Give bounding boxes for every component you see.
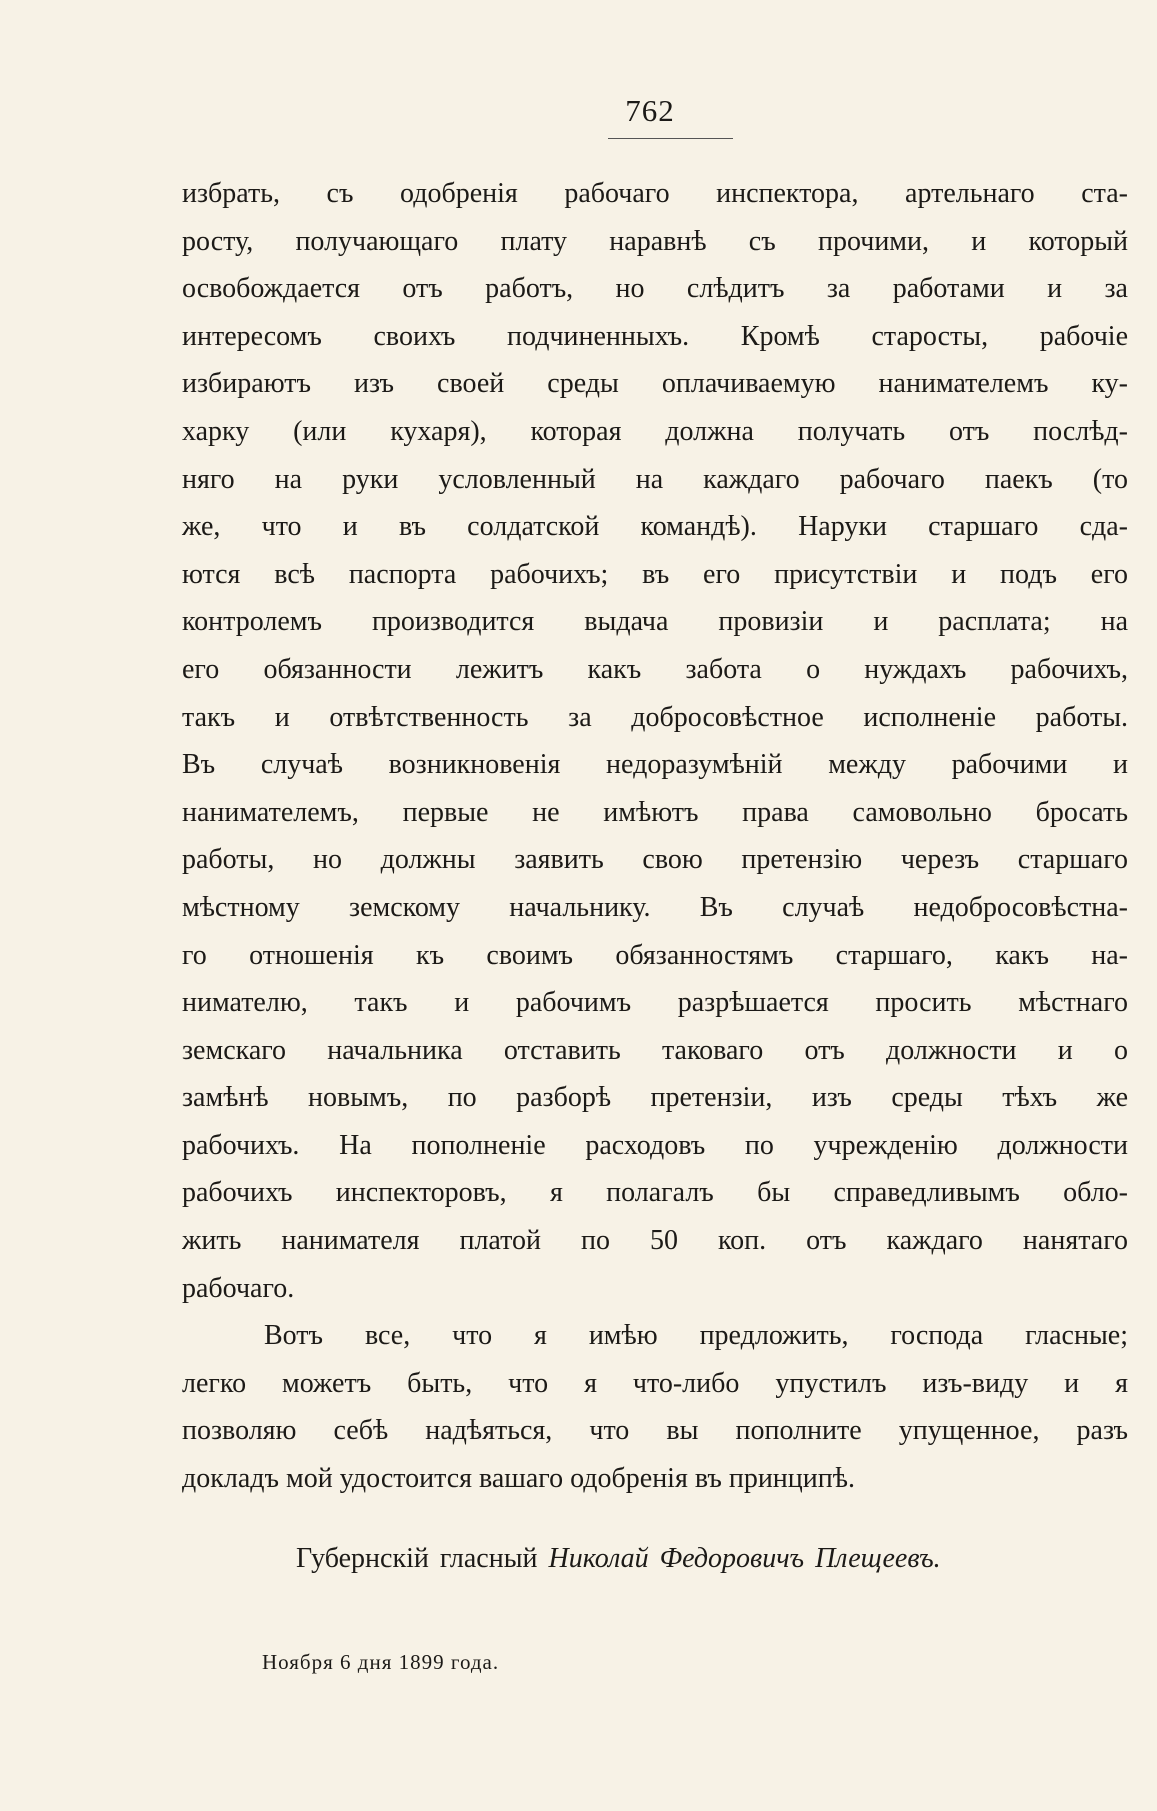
signature-name: Николай Федоровичъ Плещеевъ.	[548, 1543, 941, 1574]
page-number: 762	[625, 93, 675, 128]
paragraph-1	[182, 170, 1128, 1312]
page-number-rule	[608, 138, 733, 139]
text-line: избрать, съ одобренія рабочаго инспектора, артельнаго ста-	[182, 178, 1128, 209]
text-line: росту, получающаго плату наравнѣ съ прочими, и который	[182, 225, 1128, 257]
body-text	[182, 170, 1128, 1503]
text-line: Вотъ все, что я имѣю предложить, господа гласные;	[264, 1320, 1128, 1352]
text-line: избираютъ изъ своей среды оплачиваемую нанимателемъ ку-	[182, 368, 1128, 400]
text-line: контролемъ производится выдача провизіи и расплата; на	[182, 606, 1128, 638]
paragraph-2	[182, 1312, 1128, 1502]
text-line: нанимателемъ, первые не имѣютъ права самовольно бросать	[182, 796, 1128, 828]
text-line: работы, но должны заявить свою претензію черезъ старшаго	[182, 844, 1128, 876]
text-line: земскаго начальника отставить таковаго отъ должности и о	[182, 1034, 1128, 1066]
text-line: рабочихъ. На пополненіе расходовъ по учрежденію должности	[182, 1129, 1128, 1161]
text-line: замѣнѣ новымъ, по разборѣ претензіи, изъ среды тѣхъ же	[182, 1082, 1128, 1114]
text-line: го отношенія къ своимъ обязанностямъ старшаго, какъ на-	[182, 939, 1128, 971]
text-line: такъ и отвѣтственность за добросовѣстное исполненіе работы.	[182, 701, 1128, 733]
text-line: легко можетъ быть, что я что-либо упустилъ изъ-виду и я	[182, 1367, 1128, 1399]
text-line: интересомъ своихъ подчиненныхъ. Кромѣ старосты, рабочіе	[182, 320, 1128, 352]
document-date: Ноября 6 дня 1899 года.	[262, 1650, 500, 1674]
text-line: харку (или кухаря), которая должна получать отъ послѣд-	[182, 415, 1128, 447]
text-line: Въ случаѣ возникновенія недоразумѣній между рабочими и	[182, 749, 1128, 781]
text-line: его обязанности лежитъ какъ забота о нуждахъ рабочихъ,	[182, 653, 1128, 685]
text-line: няго на руки условленный на каждаго рабочаго паекъ (то	[182, 463, 1128, 495]
text-line: жить нанимателя платой по 50 коп. отъ каждаго нанятаго	[182, 1225, 1128, 1257]
text-line: позволяю себѣ надѣяться, что вы пополните упущенное, разъ	[182, 1415, 1128, 1447]
signature-title: Губернскій гласный	[296, 1543, 538, 1574]
text-line: мѣстному земскому начальнику. Въ случаѣ недобросовѣстна-	[182, 891, 1128, 923]
text-line: же, что и въ солдатской командѣ). Наруки старшаго сда-	[182, 511, 1128, 543]
text-line: рабочаго.	[182, 1272, 295, 1304]
signature	[296, 1537, 1106, 1581]
text-line: нимателю, такъ и рабочимъ разрѣшается просить мѣстнаго	[182, 987, 1128, 1019]
text-line: рабочихъ инспекторовъ, я полагалъ бы справедливымъ обло-	[182, 1177, 1128, 1209]
text-line: освобождается отъ работъ, но слѣдитъ за работами и за	[182, 273, 1128, 305]
text-line: докладъ мой удостоится вашаго одобренія въ принципѣ.	[182, 1463, 855, 1495]
text-line: ются всѣ паспорта рабочихъ; въ его присутствіи и подъ его	[182, 558, 1128, 590]
